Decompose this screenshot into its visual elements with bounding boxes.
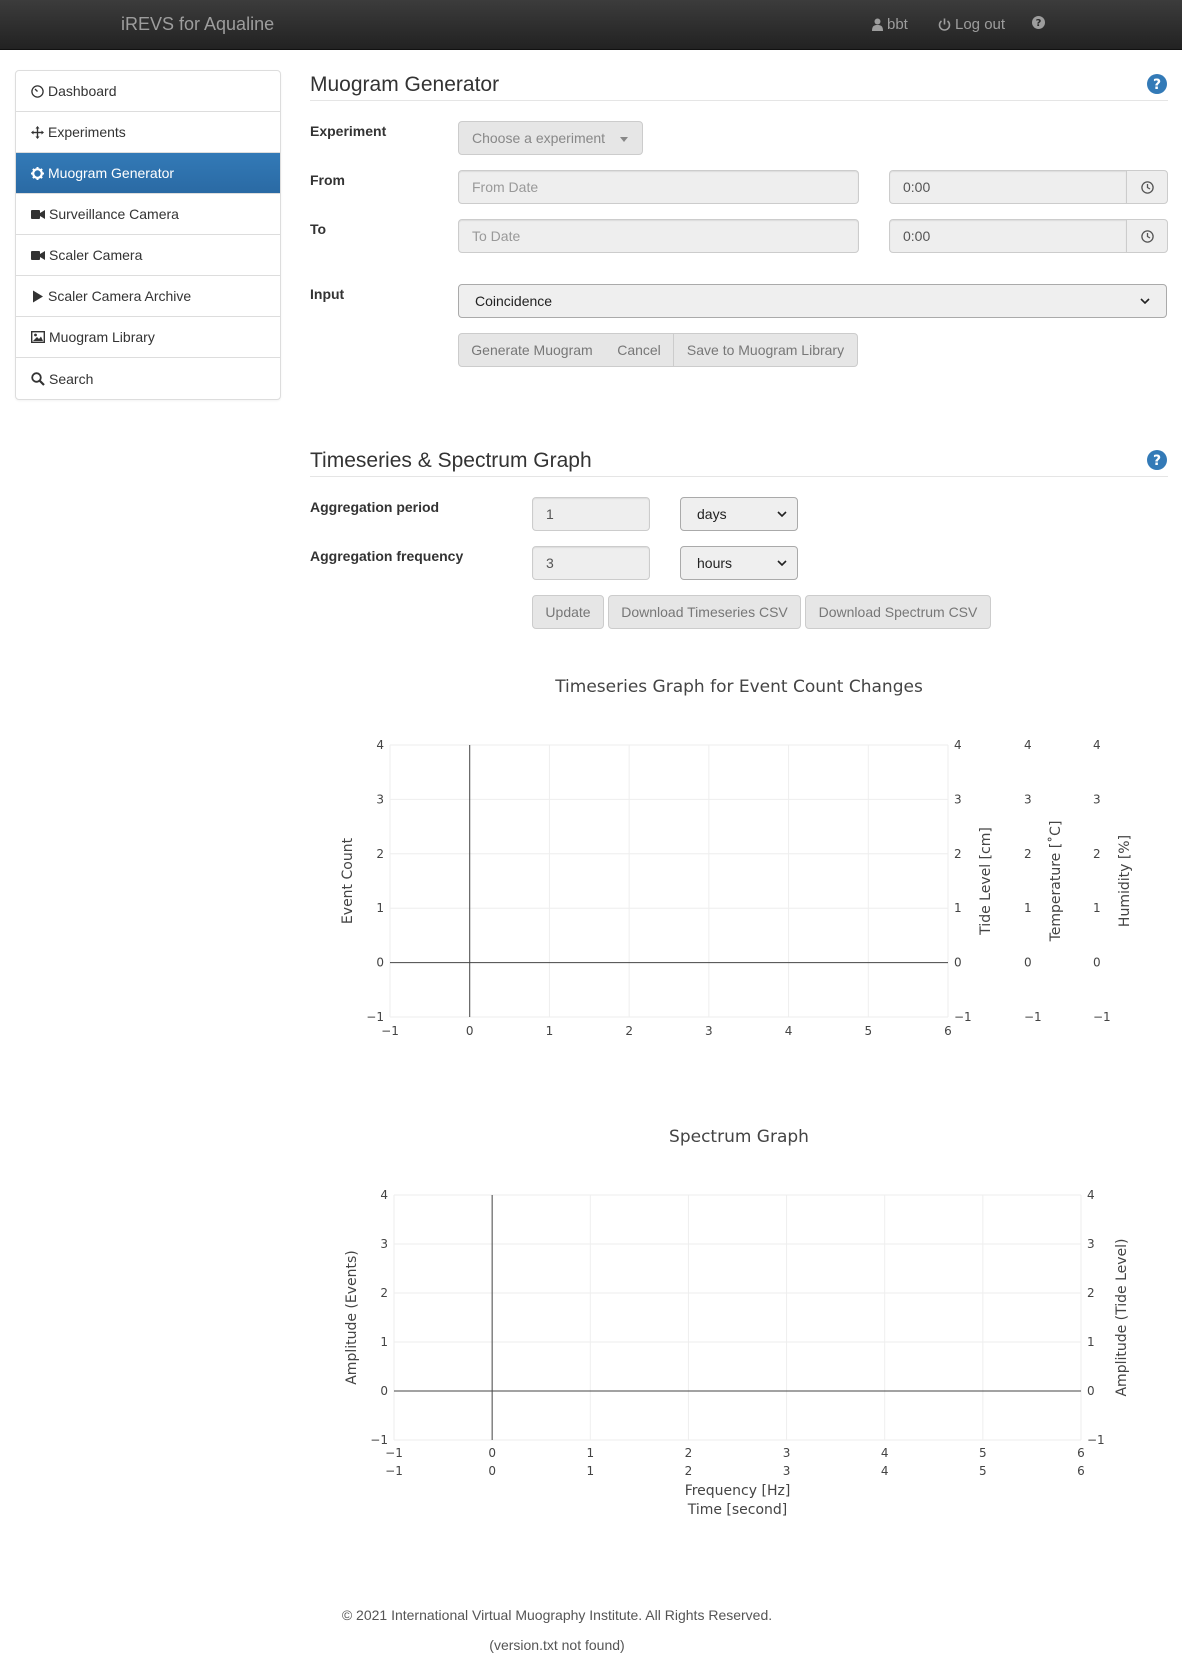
right-axis-tick-label: 3 [954,792,962,807]
x-tick-label: 3 [782,1446,791,1460]
y-tick-label: 3 [380,1237,388,1251]
sidebar-item-label: Experiments [48,124,126,140]
right-axis-tick-label: 3 [1024,792,1032,807]
sidebar-item-dashboard[interactable] [16,71,280,112]
sidebar-item-label: Muogram Library [49,329,155,345]
svg-text:?: ? [1152,453,1162,469]
right-axis-label: Temperature [˚C] [1048,820,1064,942]
to-label: To [310,221,327,237]
sidebar-item-label: Muogram Generator [48,165,175,181]
sidebar-item-search[interactable] [16,358,280,399]
picture-icon [31,331,45,343]
timeseries-graph[interactable] [310,720,1168,1040]
video-camera-icon [31,250,45,261]
right-axis-tick-label: 4 [1024,738,1032,752]
clock-icon [1141,181,1154,194]
right-axis-tick-label: 2 [1024,846,1032,861]
section-divider [310,476,1168,477]
top-navbar [0,0,1182,50]
save-to-library-button[interactable]: Save to Muogram Library [673,333,858,367]
user-name: bbt [887,16,908,33]
y-tick-label: −1 [370,1433,388,1447]
x-tick-label: 0 [465,1024,474,1038]
cancel-button[interactable]: Cancel [605,333,674,367]
power-icon [938,18,951,31]
right-axis-tick-label: 1 [1093,901,1101,916]
sidebar-nav [15,70,281,400]
section-divider [310,100,1168,101]
experiment-label: Experiment [310,123,387,139]
from-label: From [310,172,345,188]
from-date-input[interactable]: From Date [458,170,859,204]
x2-tick-label: 6 [1077,1464,1085,1478]
user-icon [872,18,883,31]
right-axis-tick-label: 4 [954,738,962,752]
input-select[interactable] [458,284,1167,318]
right-axis-tick-label: 4 [1093,738,1101,752]
sidebar-item-label: Dashboard [48,83,117,99]
x-tick-label: 4 [784,1024,793,1038]
y2-tick-label: −1 [1087,1433,1105,1447]
aggregation-period-unit: days [697,506,727,522]
right-axis-tick-label: 3 [1093,792,1101,807]
y-tick-label: 0 [376,955,384,970]
x-tick-label: −1 [381,1024,399,1038]
brand-name[interactable]: iREVS for Aqualine [121,14,275,34]
y-tick-label: 4 [376,738,384,752]
spectrum-graph[interactable] [310,1170,1168,1520]
aggregation-frequency-input[interactable]: 3 [532,546,650,580]
to-time-input[interactable]: 0:00 [889,219,1127,253]
sidebar-item-scaler-camera[interactable] [16,235,280,276]
x-axis-label: Frequency [Hz] [684,1483,791,1499]
right-axis-label: Humidity [%] [1117,834,1133,928]
help-icon[interactable] [1147,450,1167,470]
x-tick-label: 5 [979,1446,987,1460]
x-tick-label: 6 [944,1024,952,1038]
sidebar-item-surveillance-camera[interactable] [16,194,280,235]
y2-tick-label: 2 [1087,1286,1095,1300]
timeseries-section-title: Timeseries & Spectrum Graph [310,449,592,472]
chevron-down-icon [777,511,787,517]
user-menu[interactable] [872,16,908,33]
right-axis-tick-label: 0 [1024,955,1032,970]
sidebar-item-muogram-library[interactable] [16,317,280,358]
spectrum-graph-title: Spectrum Graph [669,1127,809,1147]
cog-icon [31,167,44,180]
sidebar-item-label: Surveillance Camera [49,206,179,222]
move-icon [31,126,44,139]
right-axis-tick-label: 1 [954,901,962,916]
to-time-picker-button[interactable] [1126,219,1168,253]
footer-version: (version.txt not found) [489,1637,625,1653]
x-tick-label: 1 [586,1446,595,1460]
from-time-input[interactable]: 0:00 [889,170,1127,204]
download-spectrum-csv-button[interactable]: Download Spectrum CSV [805,595,991,629]
right-axis-tick-label: −1 [1024,1010,1042,1024]
sidebar-item-label: Scaler Camera [49,247,143,263]
sidebar-item-label: Search [49,370,94,387]
x2-tick-label: 0 [488,1464,496,1478]
play-icon [31,290,44,303]
chevron-down-icon [777,560,787,566]
muogram-generator-title: Muogram Generator [310,73,500,96]
footer-copyright: © 2021 International Virtual Muography Institute. All Rights Reserved. [341,1607,773,1623]
y2-tick-label: 3 [1087,1237,1095,1251]
svg-text:?: ? [1152,77,1162,93]
question-circle-icon [1032,16,1045,29]
timeseries-graph-title: Timeseries Graph for Event Count Changes [555,677,923,697]
clock-icon [1141,230,1154,243]
input-select-value: Coincidence [475,293,553,309]
x2-tick-label: 5 [979,1464,987,1478]
y2-tick-label: 1 [1087,1335,1095,1349]
right-axis-tick-label: 1 [1024,901,1032,916]
y2-tick-label: 0 [1087,1384,1095,1398]
y-tick-label: 0 [380,1384,388,1398]
dashboard-icon [31,85,44,98]
y2-axis-label: Amplitude (Tide Level) [1114,1238,1130,1397]
caret-down-icon [620,137,628,142]
y-tick-label: −1 [366,1010,384,1024]
x-tick-label: 5 [864,1024,873,1038]
right-axis-tick-label: 2 [1093,846,1101,861]
right-axis-tick-label: 2 [954,846,962,861]
x-tick-label: 4 [880,1446,889,1460]
aggregation-frequency-unit-select[interactable] [680,546,798,580]
x2-axis-label: Time [second] [687,1502,788,1518]
y-tick-label: 2 [380,1286,388,1300]
x2-tick-label: −1 [385,1464,403,1478]
sidebar-item-muogram-generator[interactable] [16,153,280,194]
x2-tick-label: 2 [684,1464,693,1478]
aggregation-period-unit-select[interactable] [680,497,798,531]
x2-tick-label: 1 [586,1464,595,1478]
x2-tick-label: 3 [782,1464,791,1478]
y-tick-label: 4 [380,1188,388,1202]
help-icon[interactable] [1147,74,1167,94]
update-button[interactable]: Update [532,595,604,629]
experiment-dropdown[interactable] [458,121,643,155]
x-tick-label: 1 [545,1024,554,1038]
y-axis-label: Amplitude (Events) [344,1250,360,1385]
from-time-picker-button[interactable] [1126,170,1168,204]
right-axis-label: Tide Level [cm] [978,827,994,935]
x-tick-label: −1 [385,1446,403,1460]
logout-link[interactable] [938,16,1005,33]
svg-text:?: ? [1035,18,1042,29]
sidebar-item-scaler-camera-archive[interactable] [16,276,280,317]
y-tick-label: 1 [380,1335,388,1349]
x-tick-label: 2 [684,1446,693,1460]
sidebar-item-label: Scaler Camera Archive [48,288,192,304]
nav-help-link[interactable] [1032,16,1045,29]
sidebar-item-experiments[interactable] [16,112,280,153]
x-tick-label: 0 [488,1446,496,1460]
right-axis-tick-label: −1 [954,1010,972,1024]
chevron-down-icon [1140,298,1150,304]
aggregation-frequency-unit: hours [697,555,733,571]
download-timeseries-csv-button[interactable]: Download Timeseries CSV [608,595,801,629]
right-axis-tick-label: −1 [1093,1010,1111,1024]
x-tick-label: 3 [705,1024,713,1038]
to-date-input[interactable]: To Date [458,219,859,253]
x2-tick-label: 4 [880,1464,889,1478]
video-camera-icon [31,209,45,220]
aggregation-period-input[interactable]: 1 [532,497,650,531]
logout-label: Log out [955,16,1006,33]
x-tick-label: 6 [1077,1446,1085,1460]
y-axis-label: Event Count [340,837,356,925]
right-axis-tick-label: 0 [1093,955,1101,970]
y-tick-label: 3 [376,792,384,807]
search-icon [31,372,45,386]
y2-tick-label: 4 [1087,1188,1095,1202]
right-axis-tick-label: 0 [954,955,962,970]
experiment-placeholder: Choose a experiment [472,130,606,146]
input-label: Input [310,286,345,302]
aggregation-period-label: Aggregation period [310,499,440,515]
aggregation-frequency-label: Aggregation frequency [310,548,464,564]
generate-muogram-button[interactable]: Generate Muogram [458,333,606,367]
y-tick-label: 2 [376,846,384,861]
y-tick-label: 1 [376,901,384,916]
x-tick-label: 2 [625,1024,633,1038]
